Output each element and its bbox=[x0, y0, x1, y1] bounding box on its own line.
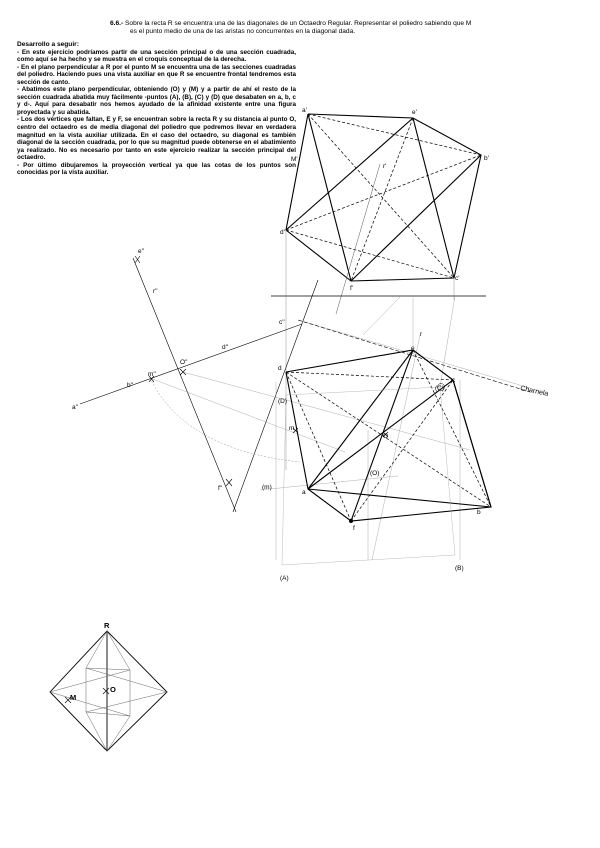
label-m2: m'' bbox=[148, 371, 156, 378]
label-sketch-m: M bbox=[70, 693, 77, 702]
title-line-2: es el punto medio de una de las aristas no concurrentes en la diagonal dada. bbox=[130, 28, 356, 35]
label-r1: r' bbox=[383, 163, 387, 170]
label-b-abatido: (B) bbox=[455, 565, 464, 572]
label-f: f bbox=[353, 525, 355, 532]
label-a2: a'' bbox=[72, 404, 79, 411]
label-e2: e'' bbox=[138, 248, 145, 255]
label-o: O bbox=[383, 433, 389, 440]
title-line-1: Sobre la recta R se encuentra una de las diagonales de un Octaedro Regular. Representar el poliedro sabiendo que M bbox=[123, 20, 472, 27]
label-m: m bbox=[289, 425, 295, 432]
label-a: a bbox=[302, 489, 306, 496]
development-step-4: - Los dos vértices que faltan, E y F, se encuentran sobre la recta R y su distancia al punto O, centro del octaedro es de media diagonal del poliedro que podremos llevar en verdadera magnitud en la vista auxiliar utilizada. En el caso del octaedro, su diagonal es también diagonal de la sección cuadrada, por lo que su magnitud puede obtenerse en el abatimiento ya realizado. No es necesario por tanto en este ejercicio realizar la sección principal del octaedro. bbox=[17, 116, 296, 162]
label-a-abatido: (A) bbox=[280, 575, 289, 582]
label-c-abatido: (C) bbox=[435, 385, 445, 392]
label-m1: M' bbox=[291, 156, 298, 163]
development-step-1: - En este ejercicio podríamos partir de una sección principal o de una sección cuadrada, como aquí se ha hecho y se muestra en el croquis conceptual de la derecha. bbox=[17, 48, 296, 64]
development-step-2: - En el plano perpendicular a R por el punto M se encuentra una de las secciones cuadradas del poliedro. Haciendo pues una vista auxiliar en que R se encuentre frontal tendremos esta sección de canto. bbox=[17, 63, 296, 86]
label-d-abatido: (D) bbox=[278, 398, 288, 405]
label-b2: b'' bbox=[127, 382, 134, 389]
label-b: b bbox=[477, 509, 481, 516]
label-r: r bbox=[420, 331, 423, 338]
label-a1: a' bbox=[302, 107, 307, 114]
label-sketch-o: O bbox=[110, 685, 116, 694]
label-f1: f' bbox=[350, 285, 354, 292]
label-e1: e' bbox=[412, 109, 417, 116]
label-d: d bbox=[278, 365, 282, 372]
development-step-5: - Por último dibujaremos la proyección vertical ya que las cotas de los puntos son conocidas por la vista auxiliar. bbox=[17, 161, 296, 177]
exercise-number: 6.6.- bbox=[110, 20, 124, 27]
label-m-abatido: (m) bbox=[262, 484, 272, 491]
label-b1: b' bbox=[484, 155, 489, 162]
label-r2: r'' bbox=[153, 288, 158, 295]
label-d1: d' bbox=[280, 229, 285, 236]
label-charnela: Charnela bbox=[519, 385, 549, 398]
label-f2: f'' bbox=[218, 485, 223, 492]
label-c: c bbox=[452, 377, 456, 384]
label-c2: c'' bbox=[279, 319, 285, 326]
label-e: e bbox=[411, 345, 415, 352]
label-c1: c' bbox=[455, 275, 460, 282]
label-o-abatido: (O) bbox=[370, 470, 380, 477]
label-sketch-r: R bbox=[104, 621, 110, 630]
development-step-3: - Abatimos este plano perpendicular, obteniendo (O) y (M) y a partir de ahí el resto de la sección cuadrada abatida muy fácilmente -puntos (A), (B), (C) y (D) que desabaten en a, b, c y d-. Aquí para desabatir nos hemos ayudado de la afinidad existente entre una figura proyectada y su abatida. bbox=[17, 86, 296, 116]
label-d2: d'' bbox=[222, 344, 229, 351]
development-heading: Desarrollo a seguir: bbox=[17, 41, 79, 48]
label-o2: O'' bbox=[180, 359, 188, 366]
